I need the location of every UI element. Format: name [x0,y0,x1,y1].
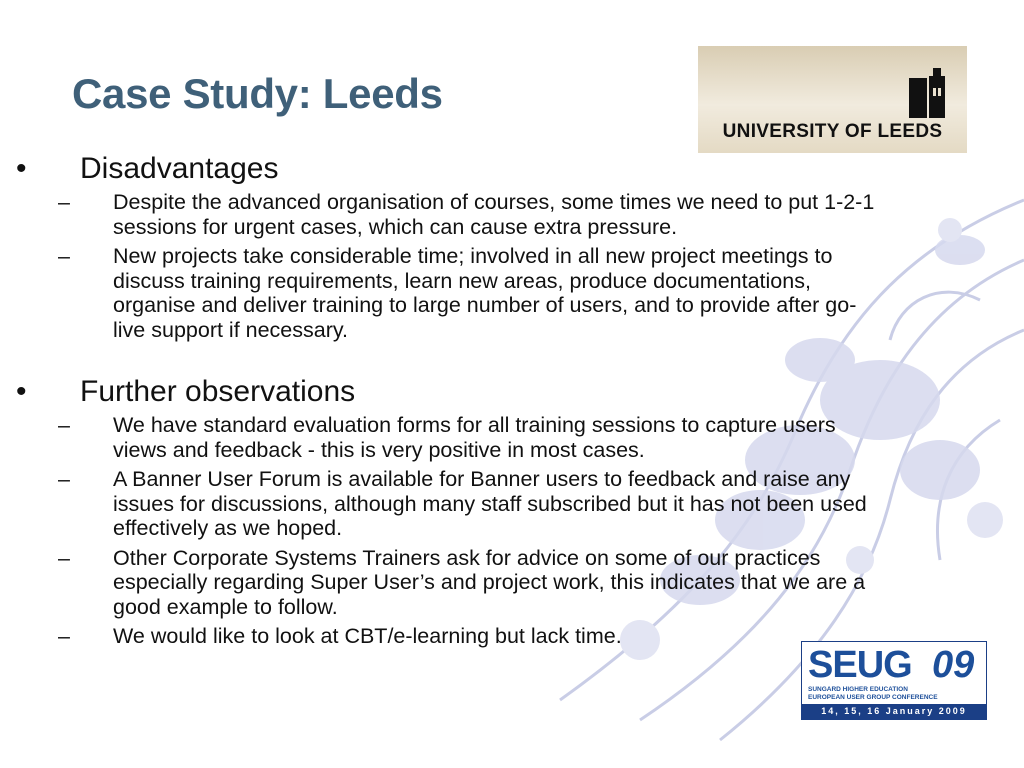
list-item-text: A Banner User Forum is available for Banner users to feedback and raise any issues for discussions, although many staff subscribed but it has not been used effectively as we hoped. [113,467,867,540]
dash-icon: – [58,467,70,491]
slide-content [0,150,900,654]
seug-logo-line1: SUNGARD HIGHER EDUCATION [808,686,908,693]
dash-icon: – [58,545,70,570]
section-heading-row [0,373,900,413]
section-heading-row [0,150,900,190]
section-heading: Further observations [80,375,356,408]
seug-logo-year: 09 [932,644,975,686]
list-item [0,624,888,649]
dash-icon: – [58,624,70,648]
list-item-text: Other Corporate Systems Trainers ask for advice on some of our practices especially regarding Super User’s and project work, this indicates that we are a good example to follow. [113,545,866,619]
list-item [0,190,888,239]
list-item-text: We have standard evaluation forms for all training sessions to capture users views and feedback - this is very positive in most cases. [113,413,836,462]
university-of-leeds-logo [698,46,967,153]
list-item-text: We would like to look at CBT/e-learning but lack time. [113,624,622,648]
seug-logo-dates: 14, 15, 16 January 2009 [802,704,986,719]
tower-icon [909,68,949,118]
dash-icon: – [58,413,70,437]
seug-logo-name: SEUG [808,644,912,686]
list-item [0,546,888,620]
list-item-text: New projects take considerable time; involved in all new project meetings to discuss training requirements, learn new areas, produce documentations, organise and deliver training to large number of users, and to provide after go-live support if necessary. [113,244,857,342]
list-item-text: Despite the advanced organisation of courses, some times we need to put 1-2-1 sessions for urgent cases, which can cause extra pressure. [113,190,875,239]
bullet-icon: • [16,375,27,408]
dash-icon: – [58,190,70,214]
bullet-icon: • [16,152,27,185]
list-item [0,244,888,342]
seug-logo-line2: EUROPEAN USER GROUP CONFERENCE [808,694,938,701]
slide-title: Case Study: Leeds [72,70,443,117]
logo-text: UNIVERSITY OF LEEDS [722,121,943,142]
list-item [0,467,888,541]
seug-conference-logo [801,641,987,720]
dash-icon: – [58,244,70,268]
section-heading: Disadvantages [80,152,279,185]
list-item [0,413,888,462]
